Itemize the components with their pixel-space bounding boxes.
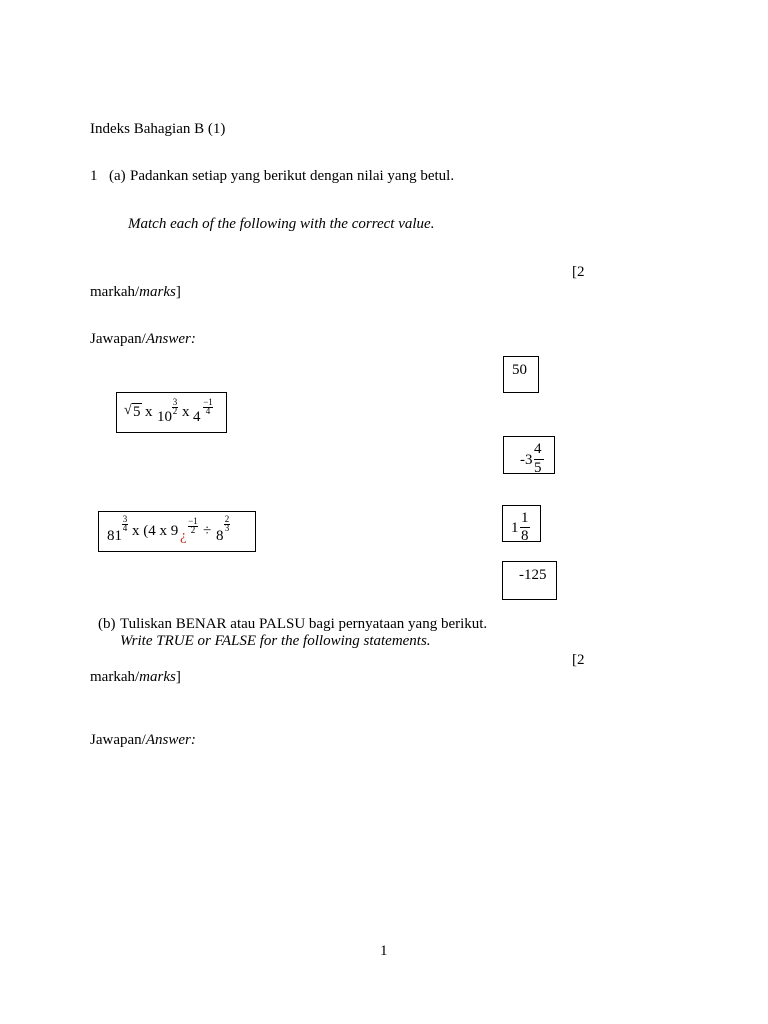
marks-open-b: [2 [572, 652, 585, 668]
answer-english: Answer: [145, 331, 196, 347]
option-box-neg3-4-5 [503, 436, 555, 474]
instruction-malay: Padankan setiap yang berikut dengan nilai yang betul. [130, 168, 455, 184]
answer-label-b [90, 731, 196, 749]
base-8: 8 [216, 528, 224, 544]
exp3-num: −1 [203, 397, 213, 407]
marks-label-b [90, 668, 181, 686]
marks-close: ] [175, 284, 181, 300]
middle-term: x (4 x 9 [132, 523, 179, 539]
answer-label [90, 330, 196, 348]
exp1-num: 3 [122, 514, 128, 524]
answer-malay-b: Jawapan/ [90, 732, 146, 748]
marks-open: [2 [572, 264, 585, 280]
section-title: Indeks Bahagian B (1) [90, 121, 226, 137]
times-2: x [182, 404, 190, 420]
times-1: x [145, 404, 153, 420]
question-number: 1 [90, 168, 98, 184]
exp2-den: 2 [172, 406, 178, 416]
marks-english-b: marks [139, 669, 176, 685]
marks-english: marks [139, 284, 176, 300]
expression-box-2 [98, 511, 256, 552]
exp2-den: 2 [190, 525, 196, 535]
marks-label [90, 283, 181, 301]
part-b-label: (b) [98, 616, 116, 632]
part-b-english: Write TRUE or FALSE for the following statements. [120, 633, 431, 649]
option-box-1-1-8 [502, 505, 541, 542]
glyph-mark: ¿ [180, 528, 187, 544]
divide-sign: ÷ [203, 523, 212, 539]
option-box-neg125 [502, 561, 557, 600]
marks-close-b: ] [175, 669, 181, 685]
exp3-num: 2 [224, 514, 230, 524]
part-a-label: (a) [109, 168, 126, 184]
exp1-den: 4 [122, 523, 128, 533]
marks-malay: markah/ [90, 284, 140, 300]
exp2-num: −1 [188, 516, 198, 526]
option3-whole: 1 [511, 520, 519, 536]
sqrt-icon: √ [124, 403, 132, 418]
option-box-50 [503, 356, 539, 393]
answer-malay: Jawapan/ [90, 331, 146, 347]
instruction-english: Match each of the following with the correct value. [128, 216, 435, 232]
base-10: 10 [157, 409, 172, 425]
option2-den: 5 [534, 460, 542, 474]
base-81: 81 [107, 528, 122, 544]
option2-num: 4 [534, 441, 542, 457]
base-4: 4 [193, 409, 201, 425]
option-neg125: -125 [519, 567, 547, 583]
option3-num: 1 [521, 510, 529, 526]
radicand: 5 [133, 404, 141, 420]
expression-box-1 [116, 392, 227, 433]
exp3-den: 3 [224, 523, 230, 533]
answer-english-b: Answer: [145, 732, 196, 748]
page-number: 1 [380, 943, 388, 959]
option2-whole: -3 [520, 452, 533, 468]
option3-den: 8 [521, 528, 529, 542]
exp3-den: 4 [205, 406, 211, 416]
marks-malay-b: markah/ [90, 669, 140, 685]
part-b-malay: Tuliskan BENAR atau PALSU bagi pernyataan yang berikut. [120, 616, 488, 632]
option-50: 50 [512, 362, 527, 378]
exp2-num: 3 [172, 397, 178, 407]
